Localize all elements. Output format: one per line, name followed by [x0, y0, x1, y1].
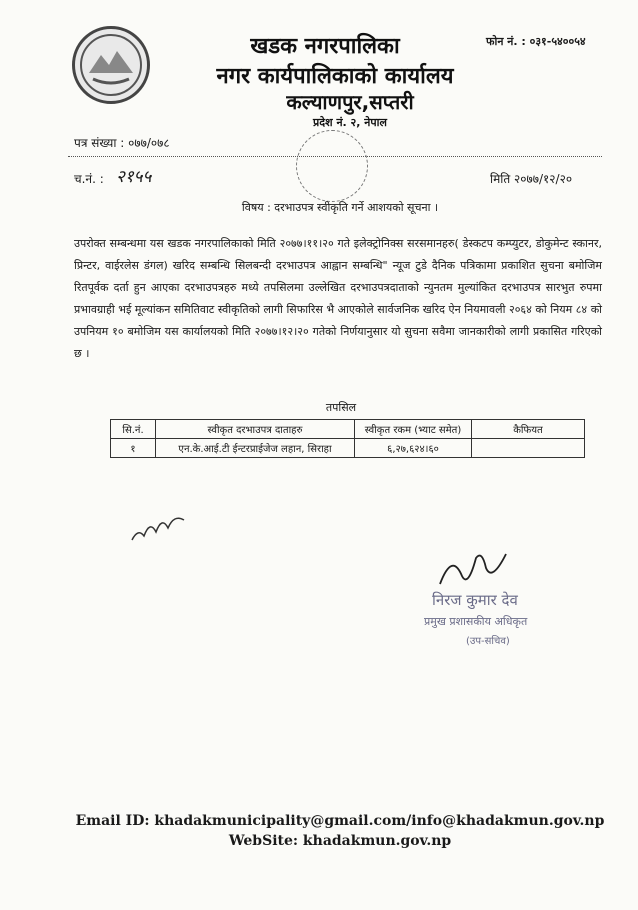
- bid-table: [110, 419, 585, 458]
- header-bidder: स्वीकृत दरभाउपत्र दाताहरु: [156, 420, 355, 439]
- footer-website: WebSite: khadakmun.gov.np: [228, 833, 452, 849]
- cell-remarks: [472, 439, 585, 458]
- reference-number: पत्र संख्या : ०७७/०७८: [74, 136, 170, 150]
- footer-email: Email ID: khadakmunicipality@gmail.com/info@khadakmun.gov.np: [75, 813, 605, 829]
- officer-title: प्रमुख प्रशासकीय अधिकृत: [424, 615, 528, 628]
- letter-date: मिति २०७७/१२/२०: [490, 172, 573, 186]
- table-row: [111, 439, 585, 458]
- phone-number: फोन नं. : ०३१-५४००५४: [486, 35, 586, 48]
- header-remarks: कैफियत: [472, 420, 585, 439]
- letter-subject: विषय : दरभाउपत्र स्वीकृति गर्ने आशयको सूचना ।: [241, 201, 439, 214]
- officer-signature: [432, 548, 512, 592]
- office-stamp: [296, 130, 368, 202]
- cell-bidder: एन.के.आई.टी ईन्टरप्राईजेज लहान, सिराहा: [156, 439, 355, 458]
- letter-body: उपरोक्त सम्बन्धमा यस खडक नगरपालिकाको मिति २०७७।११।२० गते इलेक्ट्रोनिक्स सरसमानहरु( डेस्कटप कम्प्युटर, डोकुमेन्ट स्कानर, प्रिन्टर, वाईरलेस डंगल) खरिद सम्बन्धि सिलबन्दी दरभाउपत्र आह्वान सम्बन्धि" न्यूज टुडे दैनिक पत्रिकामा प्रकाशित सुचना बमोजिम रितपूर्वक दर्ता हुन आएका दरभाउपत्रहरु मध्ये तपसिलमा उल्लेखित दरभाउपत्रदाताको न्युनतम मुल्यांकित दरभाउपत्र सारभुत रुपमा प्रभावग्राही भई मूल्यांकन समितिवाट स्वीकृतिको लागी सिफारिस भै आएकोले सार्वजनिक खरिद ऐन नियमावली २०६४ को नियम ८४ को उपनियम १० बमोजिम यस कार्यालयको मिति २०७७।१२।२० गतेको निर्णयानुसार यो सुचना सवैमा जानकारीको लागी प्रकासित गरिएको छ ।: [74, 237, 602, 360]
- officer-subtitle: (उप-सचिव): [466, 636, 510, 647]
- municipality-logo: [72, 26, 150, 104]
- cell-serial: १: [111, 439, 156, 458]
- initial-signature: [128, 506, 188, 546]
- office-name: नगर कार्यपालिकाको कार्यालय: [216, 64, 454, 89]
- province: प्रदेश नं. २, नेपाल: [313, 116, 387, 129]
- location: कल्याणपुर,सप्तरी: [286, 90, 414, 114]
- header-amount: स्वीकृत रकम (भ्याट समेत): [355, 420, 472, 439]
- header-divider: [68, 156, 602, 157]
- header-serial: सि.नं.: [111, 420, 156, 439]
- org-name: खडक नगरपालिका: [250, 34, 400, 59]
- officer-name: निरज कुमार देव: [432, 591, 518, 609]
- cell-amount: ६,२७,६२४।६०: [355, 439, 472, 458]
- emblem-icon: [75, 29, 147, 101]
- table-caption: तपसिल: [325, 401, 357, 414]
- chalani-number: २१५५: [116, 167, 152, 187]
- chalani-label: च.नं. :: [74, 172, 104, 186]
- table-header-row: [111, 420, 585, 439]
